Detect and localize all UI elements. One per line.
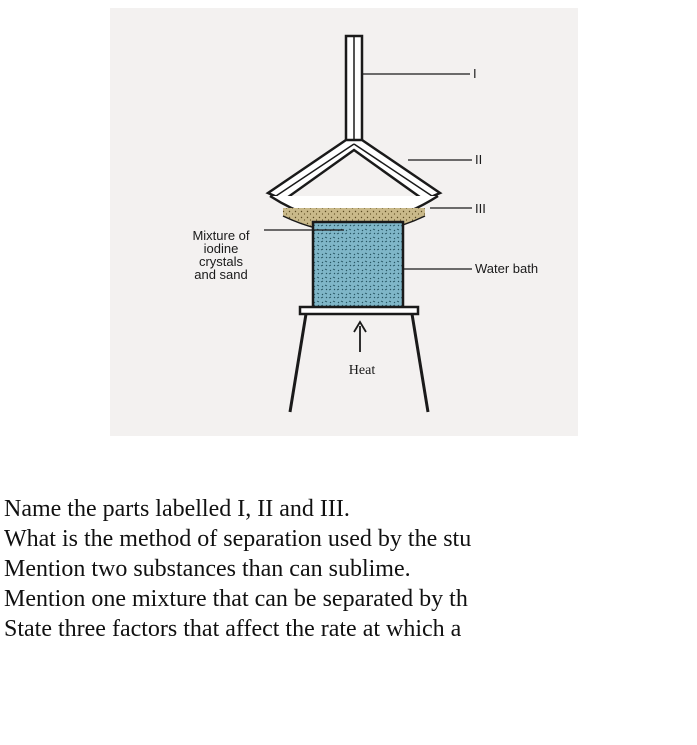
label-mixture-line1: Mixture of bbox=[192, 228, 250, 243]
label-mixture-line2: iodine bbox=[203, 241, 239, 256]
question-item: Name the parts labelled I, II and III. bbox=[4, 496, 350, 522]
question-item: What is the method of separation used by the stu bbox=[4, 526, 472, 552]
question-item: State three factors that affect the rate at which a bbox=[4, 616, 462, 642]
label-part-ii: II bbox=[475, 152, 483, 167]
water-bath bbox=[313, 222, 403, 308]
label-part-i: I bbox=[473, 66, 477, 81]
question-item: Mention two substances than can sublime. bbox=[4, 556, 411, 582]
label-mixture-line4: and sand bbox=[194, 267, 248, 282]
label-heat: Heat bbox=[348, 363, 376, 378]
question-list bbox=[4, 494, 471, 644]
label-mixture-line3: crystals bbox=[198, 254, 244, 269]
funnel-stem bbox=[346, 36, 362, 142]
question-item: Mention one mixture that can be separated by th bbox=[4, 586, 468, 612]
label-water-bath: Water bath bbox=[475, 261, 539, 276]
label-part-iii: III bbox=[475, 201, 486, 216]
